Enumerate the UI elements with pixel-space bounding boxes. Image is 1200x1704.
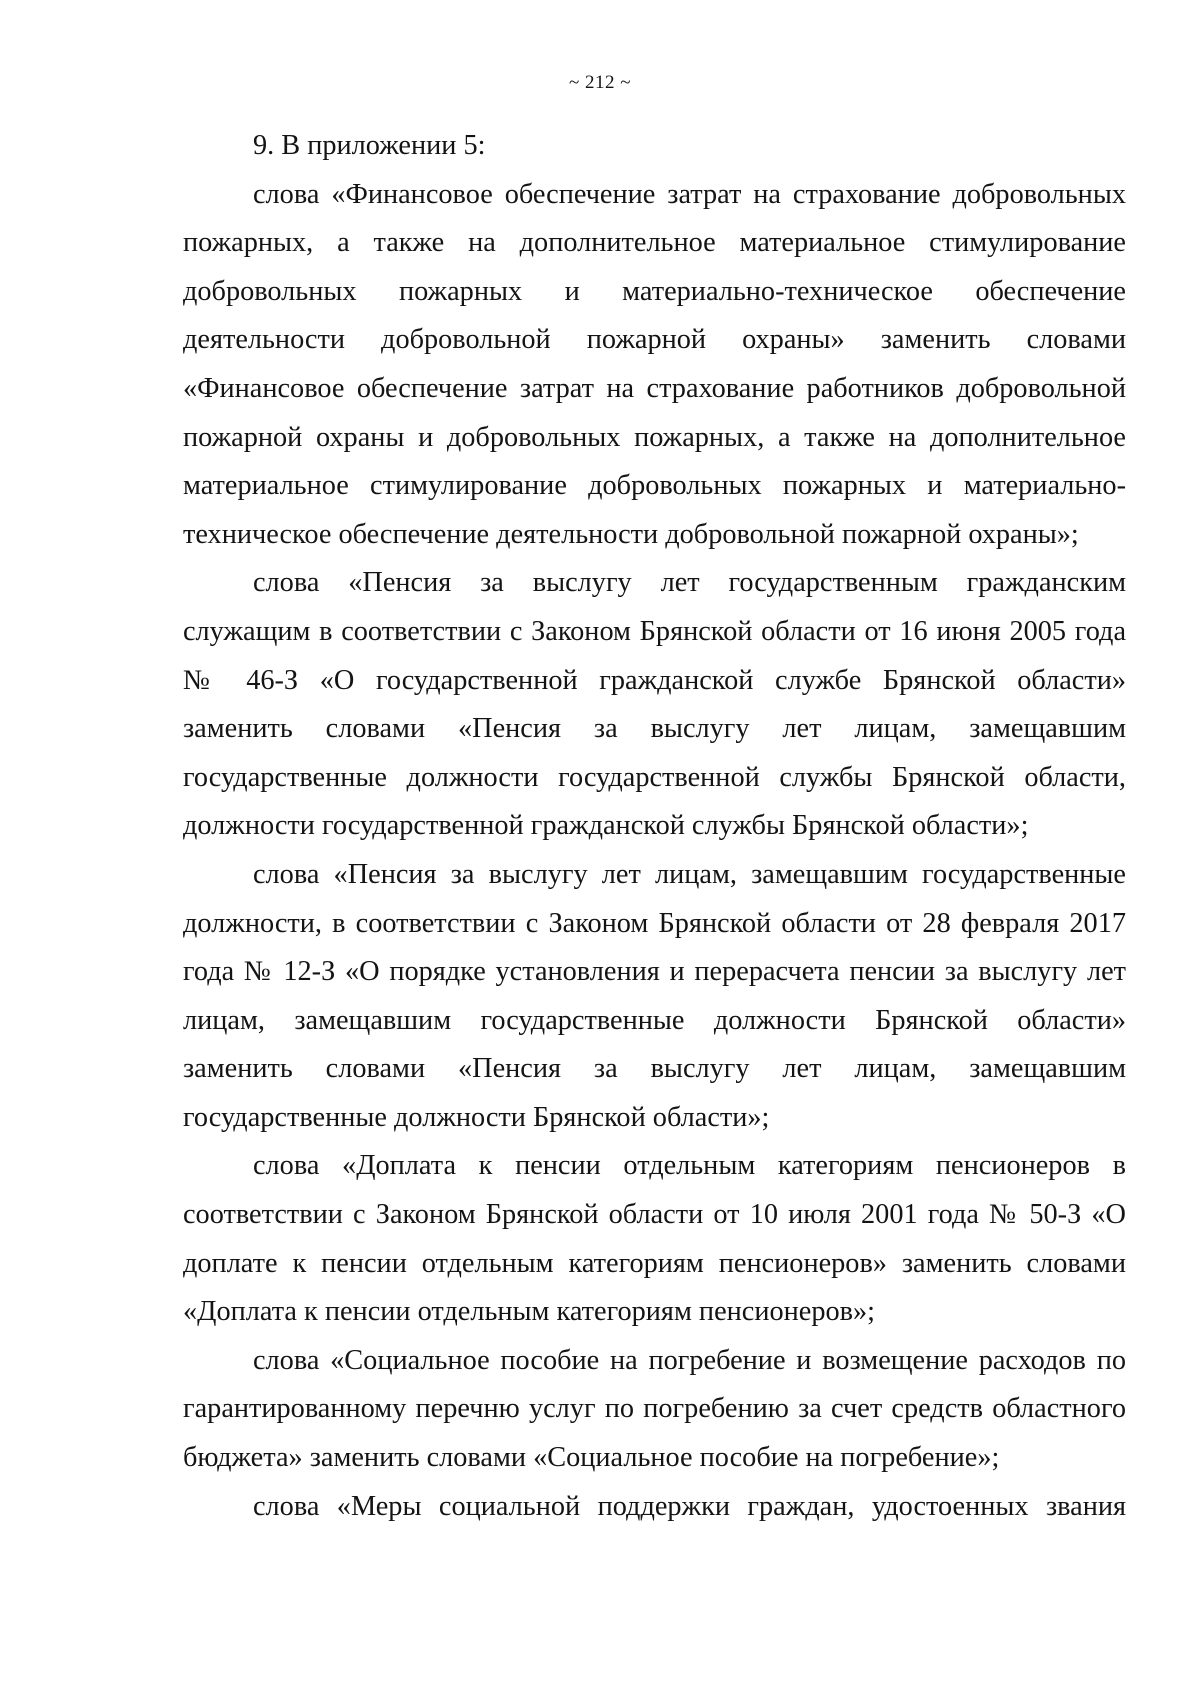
section-heading: 9. В приложении 5: <box>253 130 486 161</box>
paragraph-civil-service-pension: слова «Пенсия за выслугу лет государственным гражданским служащим в соответствии с Законом Брянской области от 16 июня 2005 года № 46-З «О государственной гражданской службе Брянской области» заменить словами «Пенсия за выслугу лет лицам, замещавшим государственные должности государственной службы Брянской области, должности государственной гражданской службы Брянской области»; <box>183 567 1126 842</box>
paragraph-social-support: слова «Меры социальной поддержки граждан, удостоенных звания <box>253 1490 1126 1522</box>
paragraph-pension-supplement: слова «Доплата к пенсии отдельным категориям пенсионеров в соответствии с Законом Брянской области от 10 июля 2001 года № 50-З «О доплате к пенсии отдельным категориям пенсионеров» заменить словами «Доплата к пенсии отдельным категориям пенсионеров»; <box>183 1150 1126 1328</box>
paragraph-state-position-pension: слова «Пенсия за выслугу лет лицам, замещавшим государственные должности, в соответствии с Законом Брянской области от 28 февраля 2017 года № 12-З «О порядке установления и перерасчета пенсии за выслугу лет лицам, замещавшим государственные должности Брянской области» заменить словами «Пенсия за выслугу лет лицам, замещавшим государственные должности Брянской области»; <box>183 858 1126 1133</box>
page-number: ~ 212 ~ <box>568 72 632 93</box>
document-body <box>183 122 1126 1531</box>
paragraph-burial-allowance: слова «Социальное пособие на погребение и возмещение расходов по гарантированному перечню услуг по погребению за счет средств областного бюджета» заменить словами «Социальное пособие на погребение»; <box>183 1344 1126 1474</box>
paragraph-fire-safety: слова «Финансовое обеспечение затрат на страхование добровольных пожарных, а также на дополнительное материальное стимулирование добровольных пожарных и материально-техническое обеспечение деятельности добровольной пожарной охраны» заменить словами «Финансовое обеспечение затрат на страхование работников добровольной пожарной охраны и добровольных пожарных, а также на дополнительное материальное стимулирование добровольных пожарных и материально-техническое обеспечение деятельности добровольной пожарной охраны»; <box>183 178 1126 550</box>
